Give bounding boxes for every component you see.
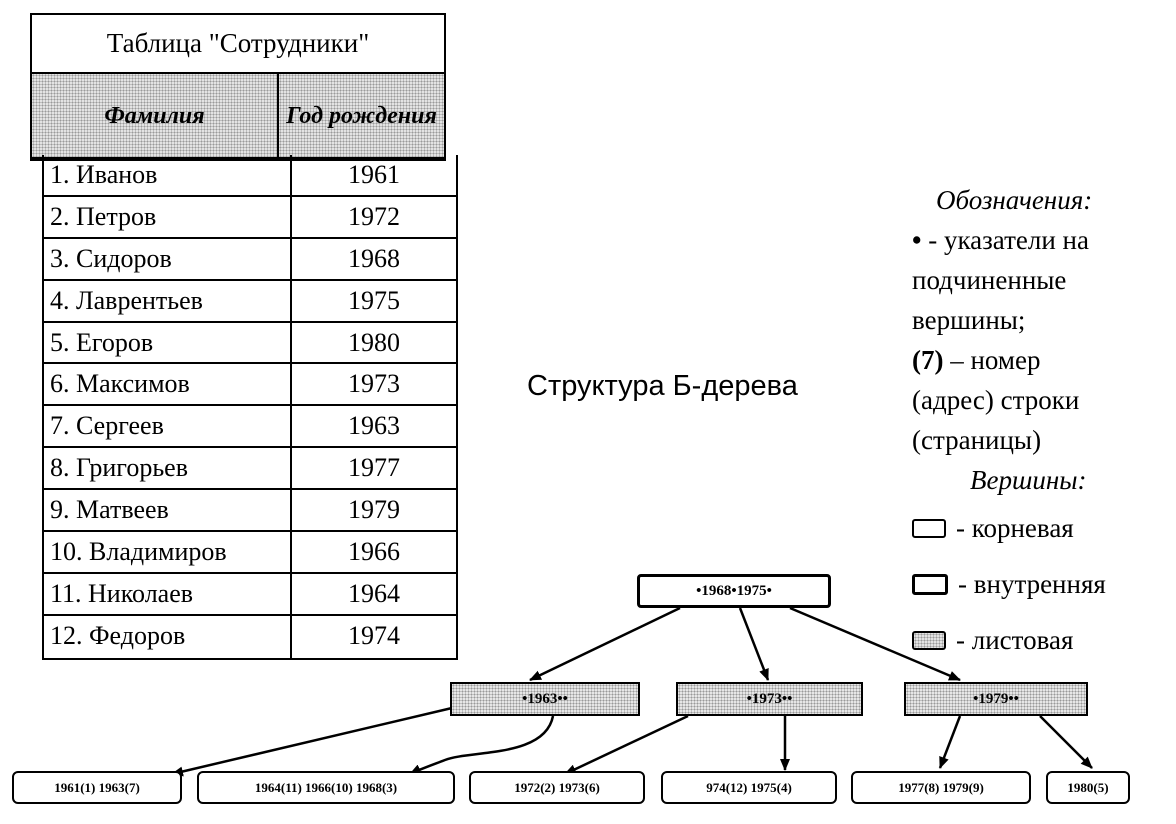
edge-inner-1-to-leaf-2 <box>410 716 553 774</box>
number-text: – номер <box>943 345 1041 375</box>
employee-birth-year: 1963 <box>348 411 400 441</box>
tree-root-node: •1968•1975• <box>637 574 831 608</box>
edge-inner-2-to-leaf-3 <box>565 716 688 774</box>
inner-label: - внутренняя <box>958 569 1106 599</box>
leaf-label: - листовая <box>956 625 1074 655</box>
employee-surname: 6. Максимов <box>44 364 292 404</box>
column-header-surname: Фамилия <box>32 74 279 157</box>
employee-birth-year: 1979 <box>348 495 400 525</box>
pointer-symbol: • <box>912 225 922 255</box>
tree-inner-node-1: •1963•• <box>450 682 640 716</box>
employee-surname: 9. Матвеев <box>44 490 292 530</box>
employee-birth-year: 1968 <box>348 243 400 273</box>
employee-birth-year: 1972 <box>348 201 400 231</box>
employee-surname: 2. Петров <box>44 197 292 237</box>
legend-number-line-3: (страницы) <box>912 425 1042 455</box>
employee-birth-year: 1980 <box>348 327 400 357</box>
tree-title: Структура Б-дерева <box>527 370 798 402</box>
tree-leaf-node-4: 974(12) 1975(4) <box>661 771 837 804</box>
edge-inner-3-to-leaf-6 <box>1040 716 1092 768</box>
employee-birth-year: 1964 <box>348 578 400 608</box>
column-header-birth-year: Год рождения <box>279 74 444 157</box>
employee-surname: 1. Иванов <box>44 155 292 195</box>
edge-inner-3-to-leaf-5 <box>940 716 960 768</box>
tree-leaf-node-5: 1977(8) 1979(9) <box>851 771 1031 804</box>
legend-heading: Обозначения: <box>936 185 1093 215</box>
legend-number-line-2: (адрес) строки <box>912 385 1080 415</box>
table-title: Таблица "Сотрудники" <box>32 15 444 74</box>
employee-birth-year: 1973 <box>348 369 400 399</box>
number-symbol: (7) <box>912 345 944 375</box>
employee-birth-year: 1977 <box>348 453 400 483</box>
employee-surname: 10. Владимиров <box>44 532 292 572</box>
tree-leaf-node-1: 1961(1) 1963(7) <box>12 771 182 804</box>
tree-inner-node-2: •1973•• <box>676 682 863 716</box>
employee-surname: 8. Григорьев <box>44 448 292 488</box>
tree-leaf-node-3: 1972(2) 1973(6) <box>469 771 645 804</box>
employee-surname: 4. Лаврентьев <box>44 281 292 321</box>
legend-vertices-heading: Вершины: <box>970 465 1087 495</box>
employee-birth-year: 1961 <box>348 160 400 189</box>
tree-inner-node-3: •1979•• <box>904 682 1088 716</box>
employee-surname: 3. Сидоров <box>44 239 292 279</box>
employee-surname: 7. Сергеев <box>44 406 292 446</box>
employee-surname: 11. Николаев <box>44 574 292 614</box>
legend-pointer-line-2: подчиненные <box>912 265 1067 295</box>
employee-surname: 12. Федоров <box>44 616 292 658</box>
pointer-text: - указатели на <box>921 225 1089 255</box>
edge-root-to-inner-2 <box>740 608 768 680</box>
employee-birth-year: 1966 <box>348 537 400 567</box>
employee-birth-year: 1974 <box>348 620 400 650</box>
employee-birth-year: 1975 <box>348 285 400 315</box>
edge-root-to-inner-1 <box>530 608 680 680</box>
employee-surname: 5. Егоров <box>44 323 292 363</box>
legend-pointer-line-3: вершины; <box>912 305 1026 335</box>
tree-leaf-node-2: 1964(11) 1966(10) 1968(3) <box>197 771 455 804</box>
edge-root-to-inner-3 <box>790 608 960 680</box>
root-label: - корневая <box>956 513 1074 543</box>
edge-inner-1-to-leaf-1 <box>172 708 452 774</box>
tree-leaf-node-6: 1980(5) <box>1046 771 1130 804</box>
